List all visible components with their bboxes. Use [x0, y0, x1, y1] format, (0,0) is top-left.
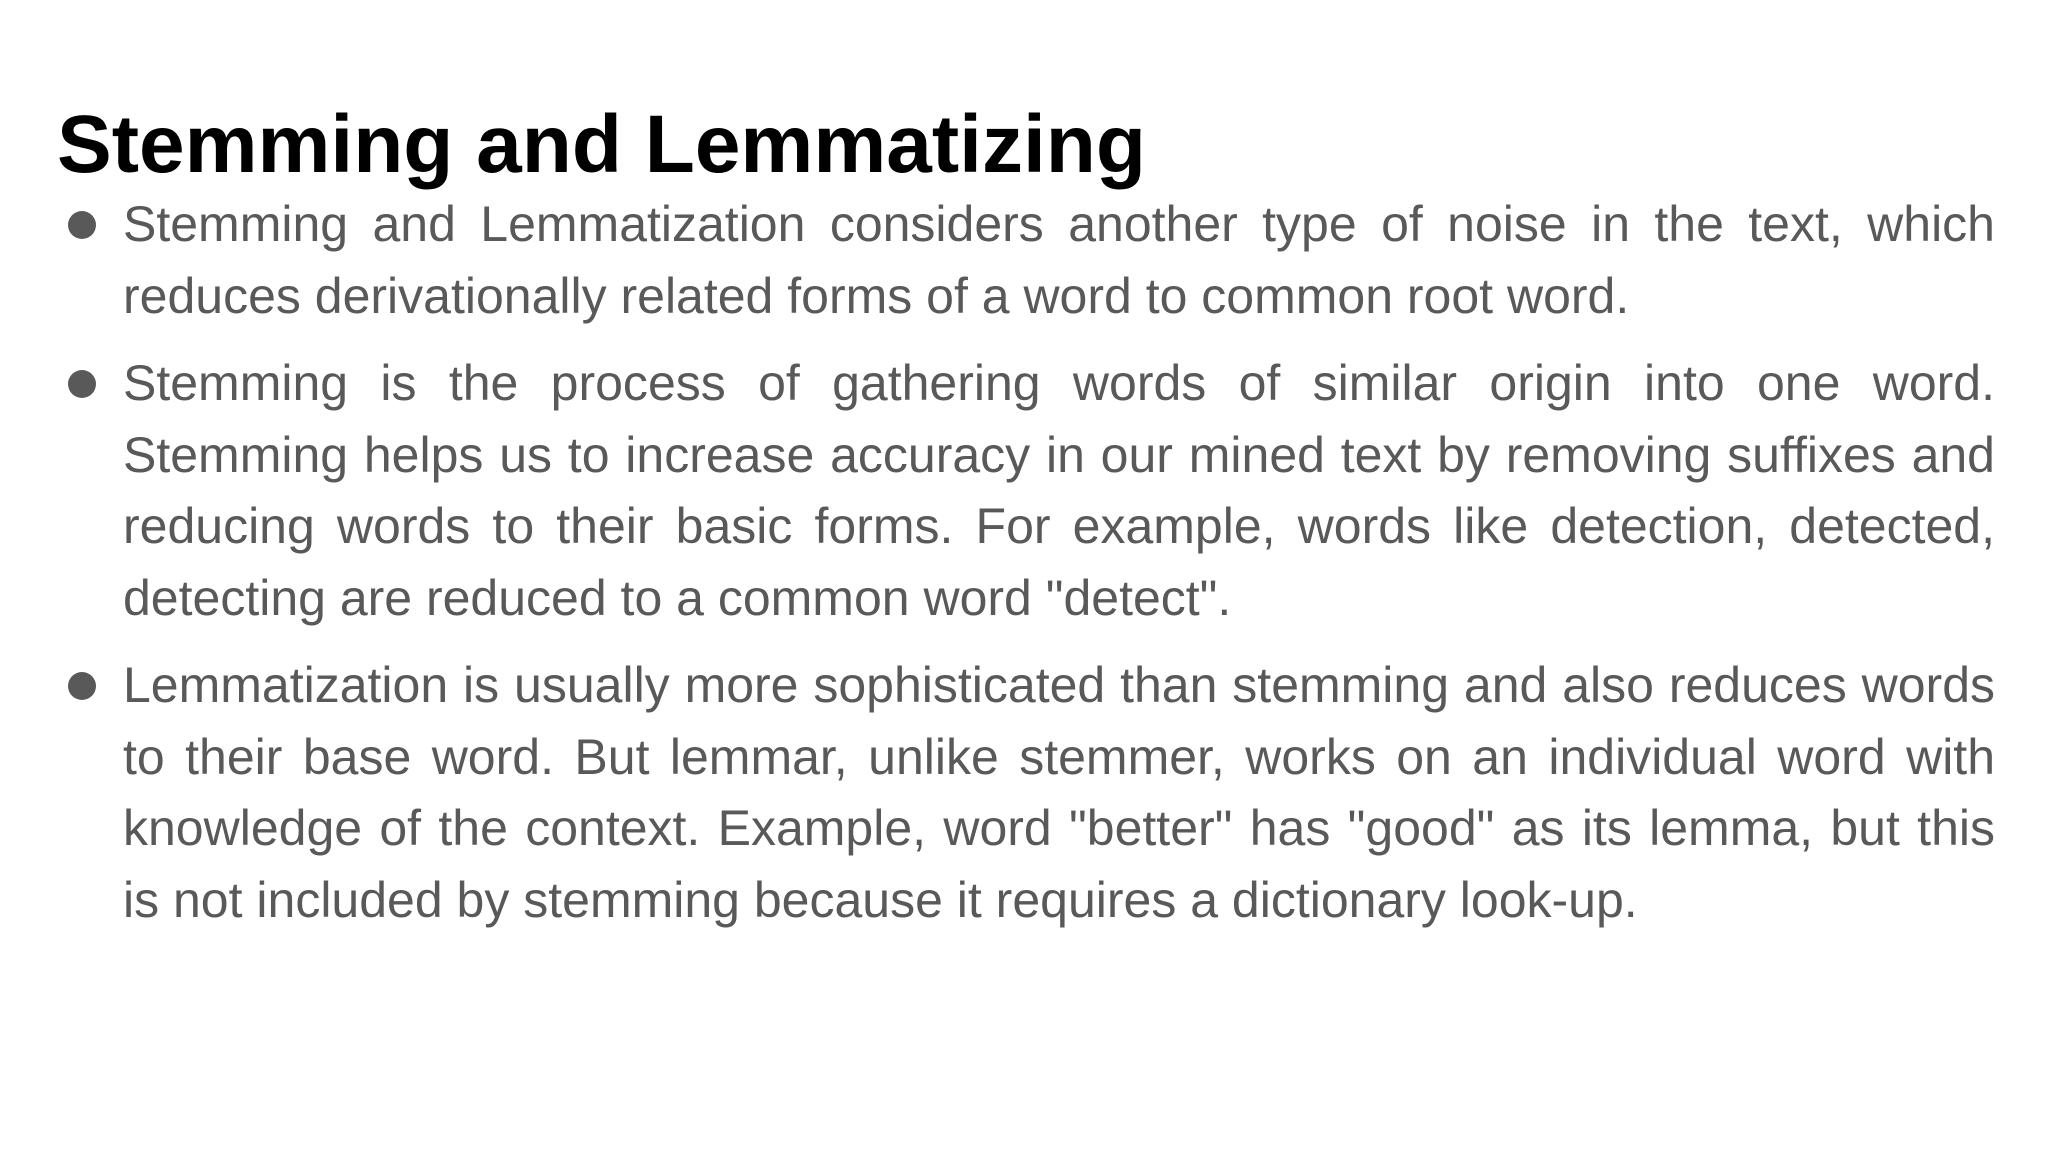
slide-title: Stemming and Lemmatizing: [57, 99, 1146, 190]
bullet-icon: [68, 211, 96, 239]
bullet-icon: [68, 672, 96, 700]
bullet-text: Stemming is the process of gathering words of similar origin into one word. Stemming helps us to increase accuracy in our mined text by removing suffixes and reducing words to their basic forms. For example, words like detection, detected, detecting are reduced to a common word "detect".: [123, 355, 1995, 626]
bullet-item-stemming-lemmatization: [57, 189, 1995, 332]
bullet-item-lemmatization: [57, 650, 1995, 936]
bullet-icon: [68, 370, 96, 398]
bullet-list: [57, 189, 1995, 952]
bullet-text: Lemmatization is usually more sophisticated than stemming and also reduces words to their base word. But lemmar, unlike stemmer, works on an individual word with knowledge of the context. Example, word "better" has "good" as its lemma, but this is not included by stemming because it requires a dictionary look-up.: [123, 657, 1995, 928]
bullet-item-stemming: [57, 348, 1995, 634]
bullet-text: Stemming and Lemmatization considers another type of noise in the text, which reduces derivationally related forms of a word to common root word.: [123, 196, 1995, 324]
